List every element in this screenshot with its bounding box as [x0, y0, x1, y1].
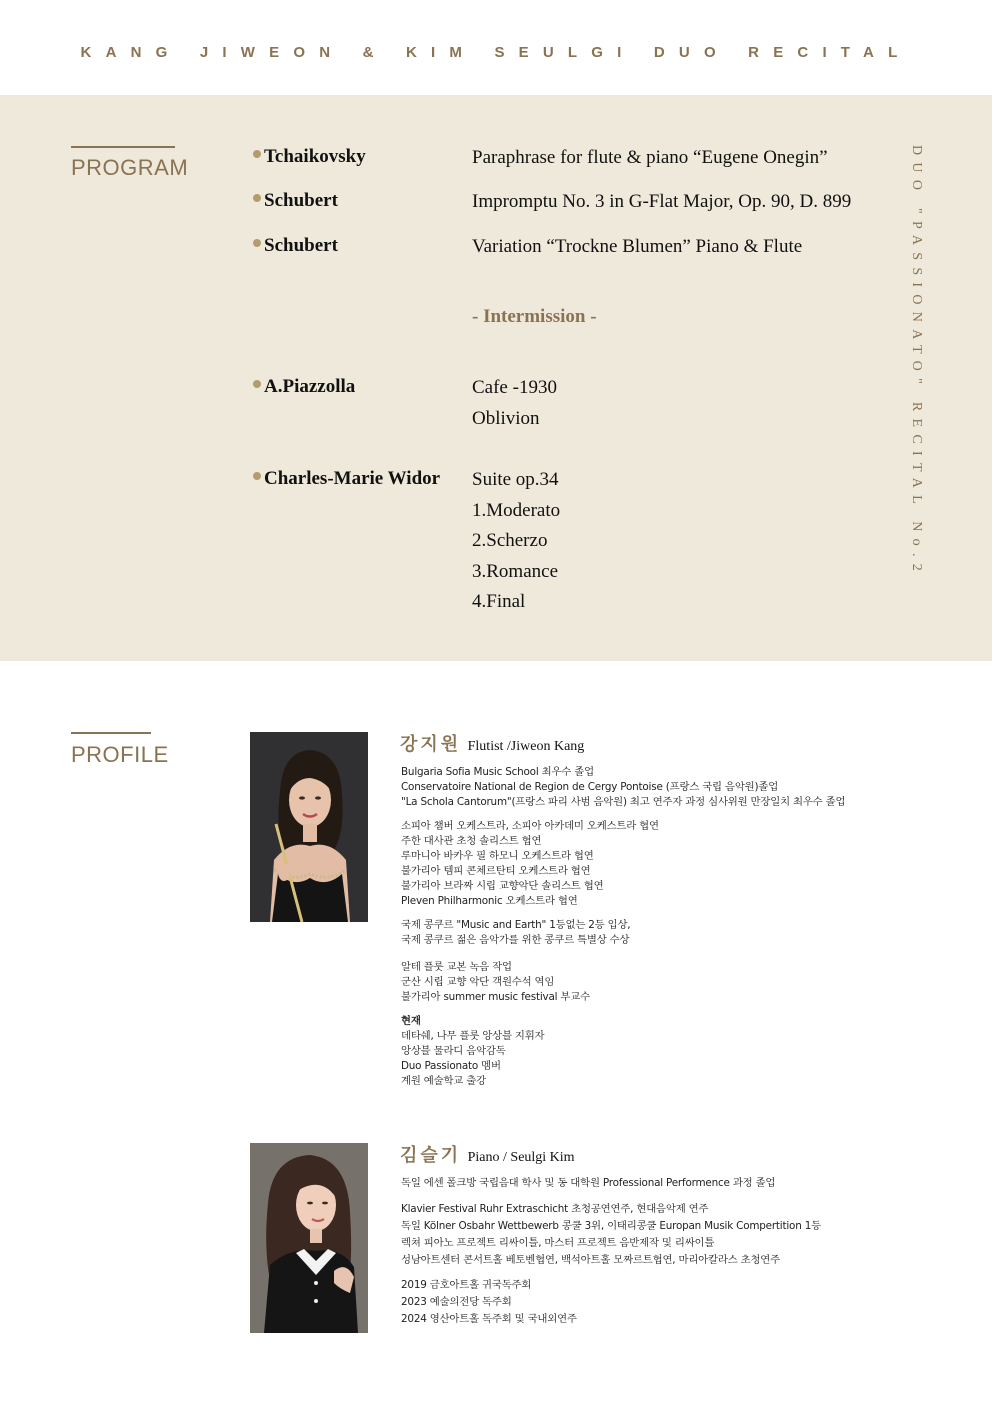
- composer-widor: [253, 468, 440, 490]
- work-title: 1.Moderato: [472, 499, 561, 521]
- bio-line: 루마니아 바카우 필 하모니 오케스트라 협연: [401, 850, 594, 862]
- bio-line: 렉쳐 피아노 프로젝트 리싸이틀, 마스터 프로젝트 음반제작 및 리싸이틀: [401, 1237, 715, 1249]
- bio-line: "La Schola Cantorum"(프랑스 파리 사범 음악원) 최고 연주자 과정 심사위원 만장일치 최우수 졸업: [401, 796, 846, 808]
- bio-line: 국제 콩쿠르 "Music and Earth" 1등없는 2등 입상,: [401, 919, 631, 931]
- work-list: [472, 187, 851, 218]
- bio-line: Duo Passionato 멤버: [401, 1060, 501, 1072]
- work-title: 2.Scherzo: [472, 530, 548, 551]
- recital-title: KANG JIWEON & KIM SEULGI DUO RECITAL: [80, 44, 912, 61]
- work-list: [472, 143, 828, 174]
- flutist-current-positions: [401, 1014, 871, 1089]
- program-label: PROGRAM: [71, 155, 189, 180]
- composer-name: Charles-Marie Widor: [264, 468, 441, 489]
- pianist-bio-group-3: [401, 1277, 871, 1328]
- pianist-photo: [250, 1143, 368, 1333]
- korean-name: 강지원: [400, 734, 462, 755]
- bio-line: 군산 시립 교향 악단 객원수석 역임: [401, 976, 555, 988]
- english-name: Flutist /Jiweon Kang: [467, 739, 585, 754]
- bio-line: 주한 대사관 초청 솔리스트 협연: [401, 835, 542, 847]
- profile-label: PROFILE: [71, 742, 169, 767]
- korean-name: 김슬기: [400, 1145, 462, 1166]
- composer-name: Tchaikovsky: [264, 146, 366, 167]
- bullet-dot: [253, 380, 261, 388]
- flutist-bio-group-3: [401, 918, 871, 948]
- work-list: [472, 465, 560, 618]
- bio-line: 계원 예술학교 출강: [401, 1075, 486, 1087]
- bullet-dot: [253, 194, 261, 202]
- bullet-dot: [253, 472, 261, 480]
- recital-side-title: DUO "PASSIONATO" RECITAL No.2: [909, 145, 924, 579]
- bio-line: 국제 콩쿠르 젊은 음악가를 위한 콩쿠르 특별상 수상: [401, 934, 630, 946]
- work-title: Variation “Trockne Blumen” Piano & Flute: [472, 236, 803, 257]
- flutist-photo: [250, 732, 368, 922]
- flutist-bio-group-1: [401, 765, 871, 810]
- composer-schubert-1: [253, 190, 338, 212]
- bio-line: Klavier Festival Ruhr Extraschicht 초청공연연주, 현대음악제 연주: [401, 1203, 709, 1215]
- work-title: Paraphrase for flute & piano “Eugene Onegin”: [472, 147, 828, 168]
- bio-line: 불가리아 summer music festival 부교수: [401, 991, 590, 1003]
- bio-line: 불가리아 템피 콘체르탄티 오케스트라 협연: [401, 865, 591, 877]
- pianist-name: [400, 1141, 575, 1167]
- composer-piazzolla: [253, 376, 355, 398]
- bio-line: Pleven Philharmonic 오케스트라 협연: [401, 895, 578, 907]
- flutist-name: [400, 730, 584, 756]
- composer-schubert-2: [253, 235, 338, 257]
- bio-line: 2019 금호아트홀 귀국독주회: [401, 1279, 532, 1291]
- bullet-dot: [253, 239, 261, 247]
- current-label: 현재: [401, 1015, 421, 1027]
- work-title: Suite op.34: [472, 469, 559, 490]
- work-title: 4.Final: [472, 591, 526, 612]
- bio-line: 데타쉐, 나무 플룻 앙상블 지휘자: [401, 1030, 545, 1042]
- pianist-bio-group-1: [401, 1176, 871, 1191]
- bio-line: 2024 영산아트홀 독주회 및 국내외연주: [401, 1313, 577, 1325]
- flutist-bio-group-4: [401, 960, 871, 1005]
- composer-name: Schubert: [264, 235, 338, 256]
- bio-line: 알테 플룻 교본 녹음 작업: [401, 961, 512, 973]
- bio-line: 불가리아 브라짜 시립 교향악단 솔리스트 협연: [401, 880, 604, 892]
- english-name: Piano / Seulgi Kim: [467, 1150, 575, 1165]
- work-list: [472, 373, 557, 434]
- bio-line: Bulgaria Sofia Music School 최우수 졸업: [401, 766, 594, 778]
- intermission-label: - Intermission -: [472, 306, 597, 327]
- work-title: Impromptu No. 3 in G-Flat Major, Op. 90, D. 899: [472, 191, 852, 212]
- flutist-bio-group-2: [401, 819, 871, 909]
- bio-line: 성남아트센터 콘서트홀 베토벤협연, 백석아트홀 모짜르트협연, 마리아칼라스 초청연주: [401, 1254, 780, 1266]
- composer-name: A.Piazzolla: [264, 376, 356, 397]
- work-title: Cafe -1930: [472, 377, 557, 398]
- work-list: [472, 232, 802, 263]
- work-title: Oblivion: [472, 407, 540, 429]
- bullet-dot: [253, 150, 261, 158]
- bio-line: 앙상블 물라디 음악감독: [401, 1045, 506, 1057]
- bio-line: 소피아 챔버 오케스트라, 소피아 아카데미 오케스트라 협연: [401, 820, 659, 832]
- work-title: 3.Romance: [472, 560, 559, 582]
- composer-tchaikovsky: [253, 146, 366, 168]
- profile-rule: [71, 732, 151, 734]
- program-rule: [71, 146, 175, 148]
- bio-line: 2023 예술의전당 독주회: [401, 1296, 512, 1308]
- bio-line: 독일 에센 폴크방 국립음대 학사 및 동 대학원 Professional Performence 과정 졸업: [401, 1177, 776, 1189]
- pianist-bio-group-2: [401, 1201, 871, 1269]
- bio-line: Conservatoire National de Region de Cergy Pontoise (프랑스 국립 음악원)졸업: [401, 781, 779, 793]
- bio-line: 독일 Kölner Osbahr Wettbewerb 콩쿨 3위, 이태리콩쿨 Europan Musik Compertition 1등: [401, 1220, 821, 1232]
- composer-name: Schubert: [264, 190, 338, 211]
